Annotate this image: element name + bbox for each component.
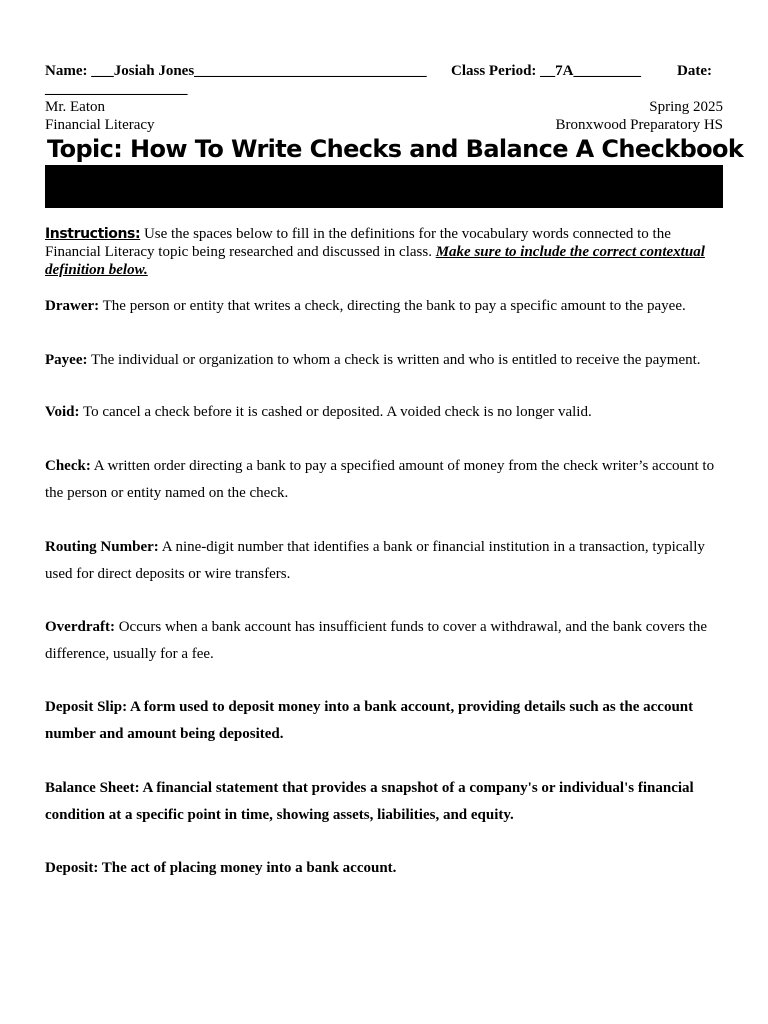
redacted-black-bar — [45, 165, 723, 208]
term-label: Spring 2025 — [649, 99, 723, 115]
definition-text: The act of placing money into a bank account. — [98, 860, 397, 876]
definition-term: Check: — [45, 458, 91, 474]
instructions-paragraph — [45, 225, 723, 279]
instructions-emphasis: Make sure to include the correct contextual definition below. — [45, 244, 705, 278]
definition-balance-sheet — [45, 775, 723, 829]
definition-text: The individual or organization to whom a check is written and who is entitled to receive the payment. — [87, 352, 701, 368]
student-name-field: Name: ___Josiah Jones_______________________________ — [45, 63, 427, 79]
topic-title: Topic: How To Write Checks and Balance A Checkbook — [47, 135, 744, 163]
definition-term: Balance Sheet: — [45, 780, 140, 796]
definition-term: Drawer: — [45, 298, 100, 314]
date-label: Date: — [677, 63, 712, 79]
definition-term: Overdraft: — [45, 619, 115, 635]
class-period-field: Class Period: __7A_________ — [451, 63, 641, 79]
definition-overdraft — [45, 614, 723, 668]
definition-text: A financial statement that provides a snapshot of a company's or individual's financial condition at a specific point in time, showing assets, liabilities, and equity. — [45, 780, 694, 823]
definition-routing-number — [45, 534, 723, 588]
definition-text: A written order directing a bank to pay a specified amount of money from the check writer’s account to the person or entity named on the check. — [45, 458, 715, 501]
course-name: Financial Literacy — [45, 117, 155, 133]
instructions-text: Use the spaces below to fill in the definitions for the vocabulary words connected to the Financial Literacy topic being researched and discussed in class. — [45, 226, 671, 260]
definition-payee — [45, 347, 723, 374]
definition-term: Routing Number: — [45, 539, 159, 555]
definition-term: Deposit: — [45, 860, 99, 876]
definition-deposit — [45, 855, 723, 882]
definition-term: Void: — [45, 404, 80, 420]
school-name: Bronxwood Preparatory HS — [555, 117, 723, 133]
definition-text: The person or entity that writes a check, directing the bank to pay a specific amount to the payee. — [99, 298, 686, 314]
definition-text: To cancel a check before it is cashed or deposited. A voided check is no longer valid. — [79, 404, 592, 420]
definition-text: A nine-digit number that identifies a bank or financial institution in a transaction, typically used for direct deposits or wire transfers. — [45, 539, 705, 582]
teacher-name: Mr. Eaton — [45, 99, 105, 115]
definition-check — [45, 453, 723, 507]
definition-drawer — [45, 293, 723, 320]
definition-void — [45, 399, 723, 426]
definition-term: Deposit Slip: — [45, 699, 128, 715]
definition-term: Payee: — [45, 352, 88, 368]
date-blank-line: ___________________ — [45, 81, 188, 97]
instructions-label: Instructions: — [45, 226, 141, 242]
definition-text: Occurs when a bank account has insufficient funds to cover a withdrawal, and the bank covers the difference, usually for a fee. — [45, 619, 707, 662]
definition-text: A form used to deposit money into a bank account, providing details such as the account number and amount being deposited. — [45, 699, 694, 742]
definition-deposit-slip — [45, 694, 723, 748]
